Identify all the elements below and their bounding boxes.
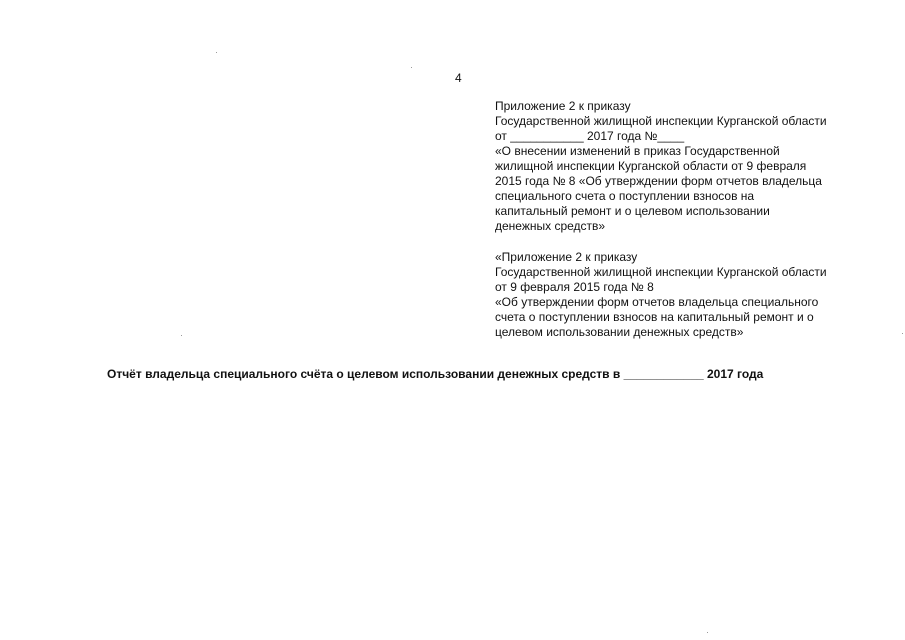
annex-original-header — [495, 250, 865, 340]
annex-original-line: Государственной жилищной инспекции Курганской области — [495, 265, 827, 279]
annex-amendment-line: Приложение 2 к приказу — [495, 99, 631, 113]
report-title: Отчёт владельца специального счёта о целевом использовании денежных средств в ____________ 2017 года — [107, 367, 764, 381]
scan-speck — [902, 333, 903, 334]
annex-original-line: «Об утверждении форм отчетов владельца специального — [495, 295, 819, 309]
annex-original-line: от 9 февраля 2015 года № 8 — [495, 280, 654, 294]
scan-speck — [181, 335, 182, 336]
annex-original-line: «Приложение 2 к приказу — [495, 250, 638, 264]
annex-amendment-line: капитальный ремонт и о целевом использовании — [495, 204, 770, 218]
annex-original-line: счета о поступлении взносов на капитальный ремонт и о — [495, 310, 814, 324]
annex-amendment-line: жилищной инспекции Курганской области от 9 февраля — [495, 159, 807, 173]
annex-amendment-header — [495, 99, 865, 234]
page-number: 4 — [455, 71, 462, 85]
annex-amendment-line: Государственной жилищной инспекции Курганской области — [495, 114, 827, 128]
annex-amendment-line: от ___________ 2017 года №____ — [495, 129, 685, 143]
annex-amendment-line: специального счета о поступлении взносов на — [495, 189, 755, 203]
scan-speck — [216, 52, 217, 53]
annex-original-line: целевом использовании денежных средств» — [495, 325, 744, 339]
annex-amendment-line: «О внесении изменений в приказ Государственной — [495, 144, 780, 158]
annex-amendment-line: денежных средств» — [495, 219, 606, 233]
scan-speck — [411, 67, 412, 68]
scan-speck — [707, 632, 708, 633]
annex-amendment-line: 2015 года № 8 «Об утверждении форм отчетов владельца — [495, 174, 822, 188]
